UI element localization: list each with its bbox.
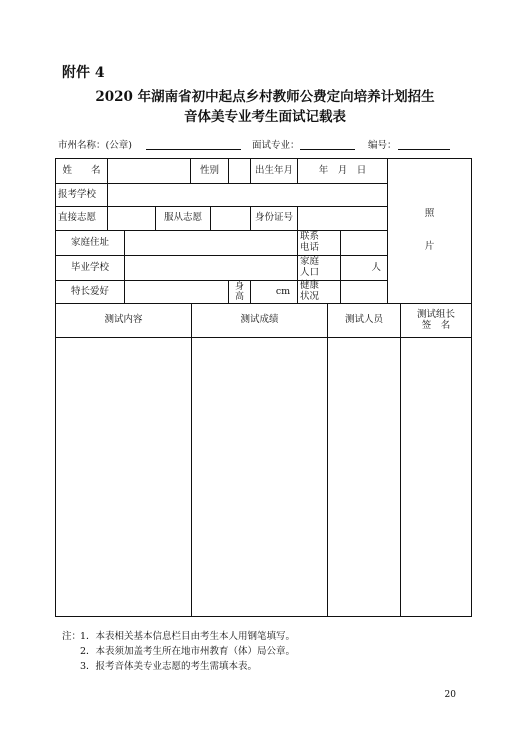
phone-label: 联系 电话: [300, 231, 320, 253]
direct-choice-field[interactable]: [108, 207, 155, 230]
obey-choice-label: 服从志愿: [163, 212, 202, 224]
direct-choice-label: 直接志愿: [58, 212, 97, 224]
hobbies-field[interactable]: [125, 281, 228, 303]
id-number-label: 身份证号: [254, 212, 293, 224]
photo-box[interactable]: 照 片: [424, 208, 435, 252]
notes-prefix: 注：: [62, 631, 82, 642]
test-score-header: 测试成绩: [240, 314, 279, 326]
phone-field[interactable]: [341, 231, 387, 255]
gender-label: 性别: [199, 164, 219, 176]
health-field[interactable]: [341, 281, 387, 303]
hobbies-label: 特长爱好: [70, 285, 109, 297]
graduated-school-field[interactable]: [125, 256, 297, 280]
birth-label: 出生年月: [254, 164, 293, 176]
test-staff-field[interactable]: [328, 338, 400, 616]
address-field[interactable]: [125, 231, 297, 255]
test-score-field[interactable]: [192, 338, 327, 616]
test-content-field[interactable]: [56, 338, 191, 616]
gender-field[interactable]: [229, 159, 250, 183]
name-label: 姓 名: [62, 164, 101, 176]
birth-field[interactable]: 年 月 日: [318, 164, 367, 176]
note-item: 1．本表相关基本信息栏目由考生本人用钢笔填写。: [80, 631, 296, 642]
test-leader-signature-header: 测试组长 签 名: [416, 308, 455, 331]
name-field[interactable]: [108, 159, 190, 183]
note-item: 3．报考音体美专业志愿的考生需填本表。: [80, 661, 258, 672]
graduated-school-label: 毕业学校: [70, 261, 109, 273]
obey-choice-field[interactable]: [211, 207, 250, 230]
address-label: 家庭住址: [70, 236, 109, 248]
subject-label: 面试专业：: [252, 140, 300, 151]
height-unit: cm: [275, 285, 291, 297]
id-number-field[interactable]: [298, 207, 387, 230]
family-size-unit: 人: [371, 261, 381, 273]
height-label: 身 高: [234, 281, 244, 302]
family-size-label: 家庭 人口: [300, 256, 320, 278]
family-size-field[interactable]: [341, 256, 387, 280]
note-item: 2．本表须加盖考生所在地市州教育（体）局公章。: [80, 646, 296, 657]
height-field[interactable]: [251, 281, 297, 303]
test-leader-signature-field[interactable]: [401, 338, 471, 616]
number-label: 编号：: [368, 140, 397, 151]
health-label: 健康 状况: [300, 280, 320, 302]
test-staff-header: 测试人员: [344, 314, 383, 326]
page-number: 20: [444, 690, 456, 700]
form-title-line-1: 2020 年湖南省初中起点乡村教师公费定向培养计划招生: [95, 89, 435, 105]
form-title-line-2: 音体美专业考生面试记载表: [184, 109, 346, 125]
school-applied-field[interactable]: [108, 184, 387, 206]
school-applied-label: 报考学校: [58, 188, 97, 200]
annex-label: 附件 4: [62, 65, 105, 81]
city-label: 市州名称：(公章): [58, 140, 132, 151]
test-content-header: 测试内容: [104, 314, 143, 326]
